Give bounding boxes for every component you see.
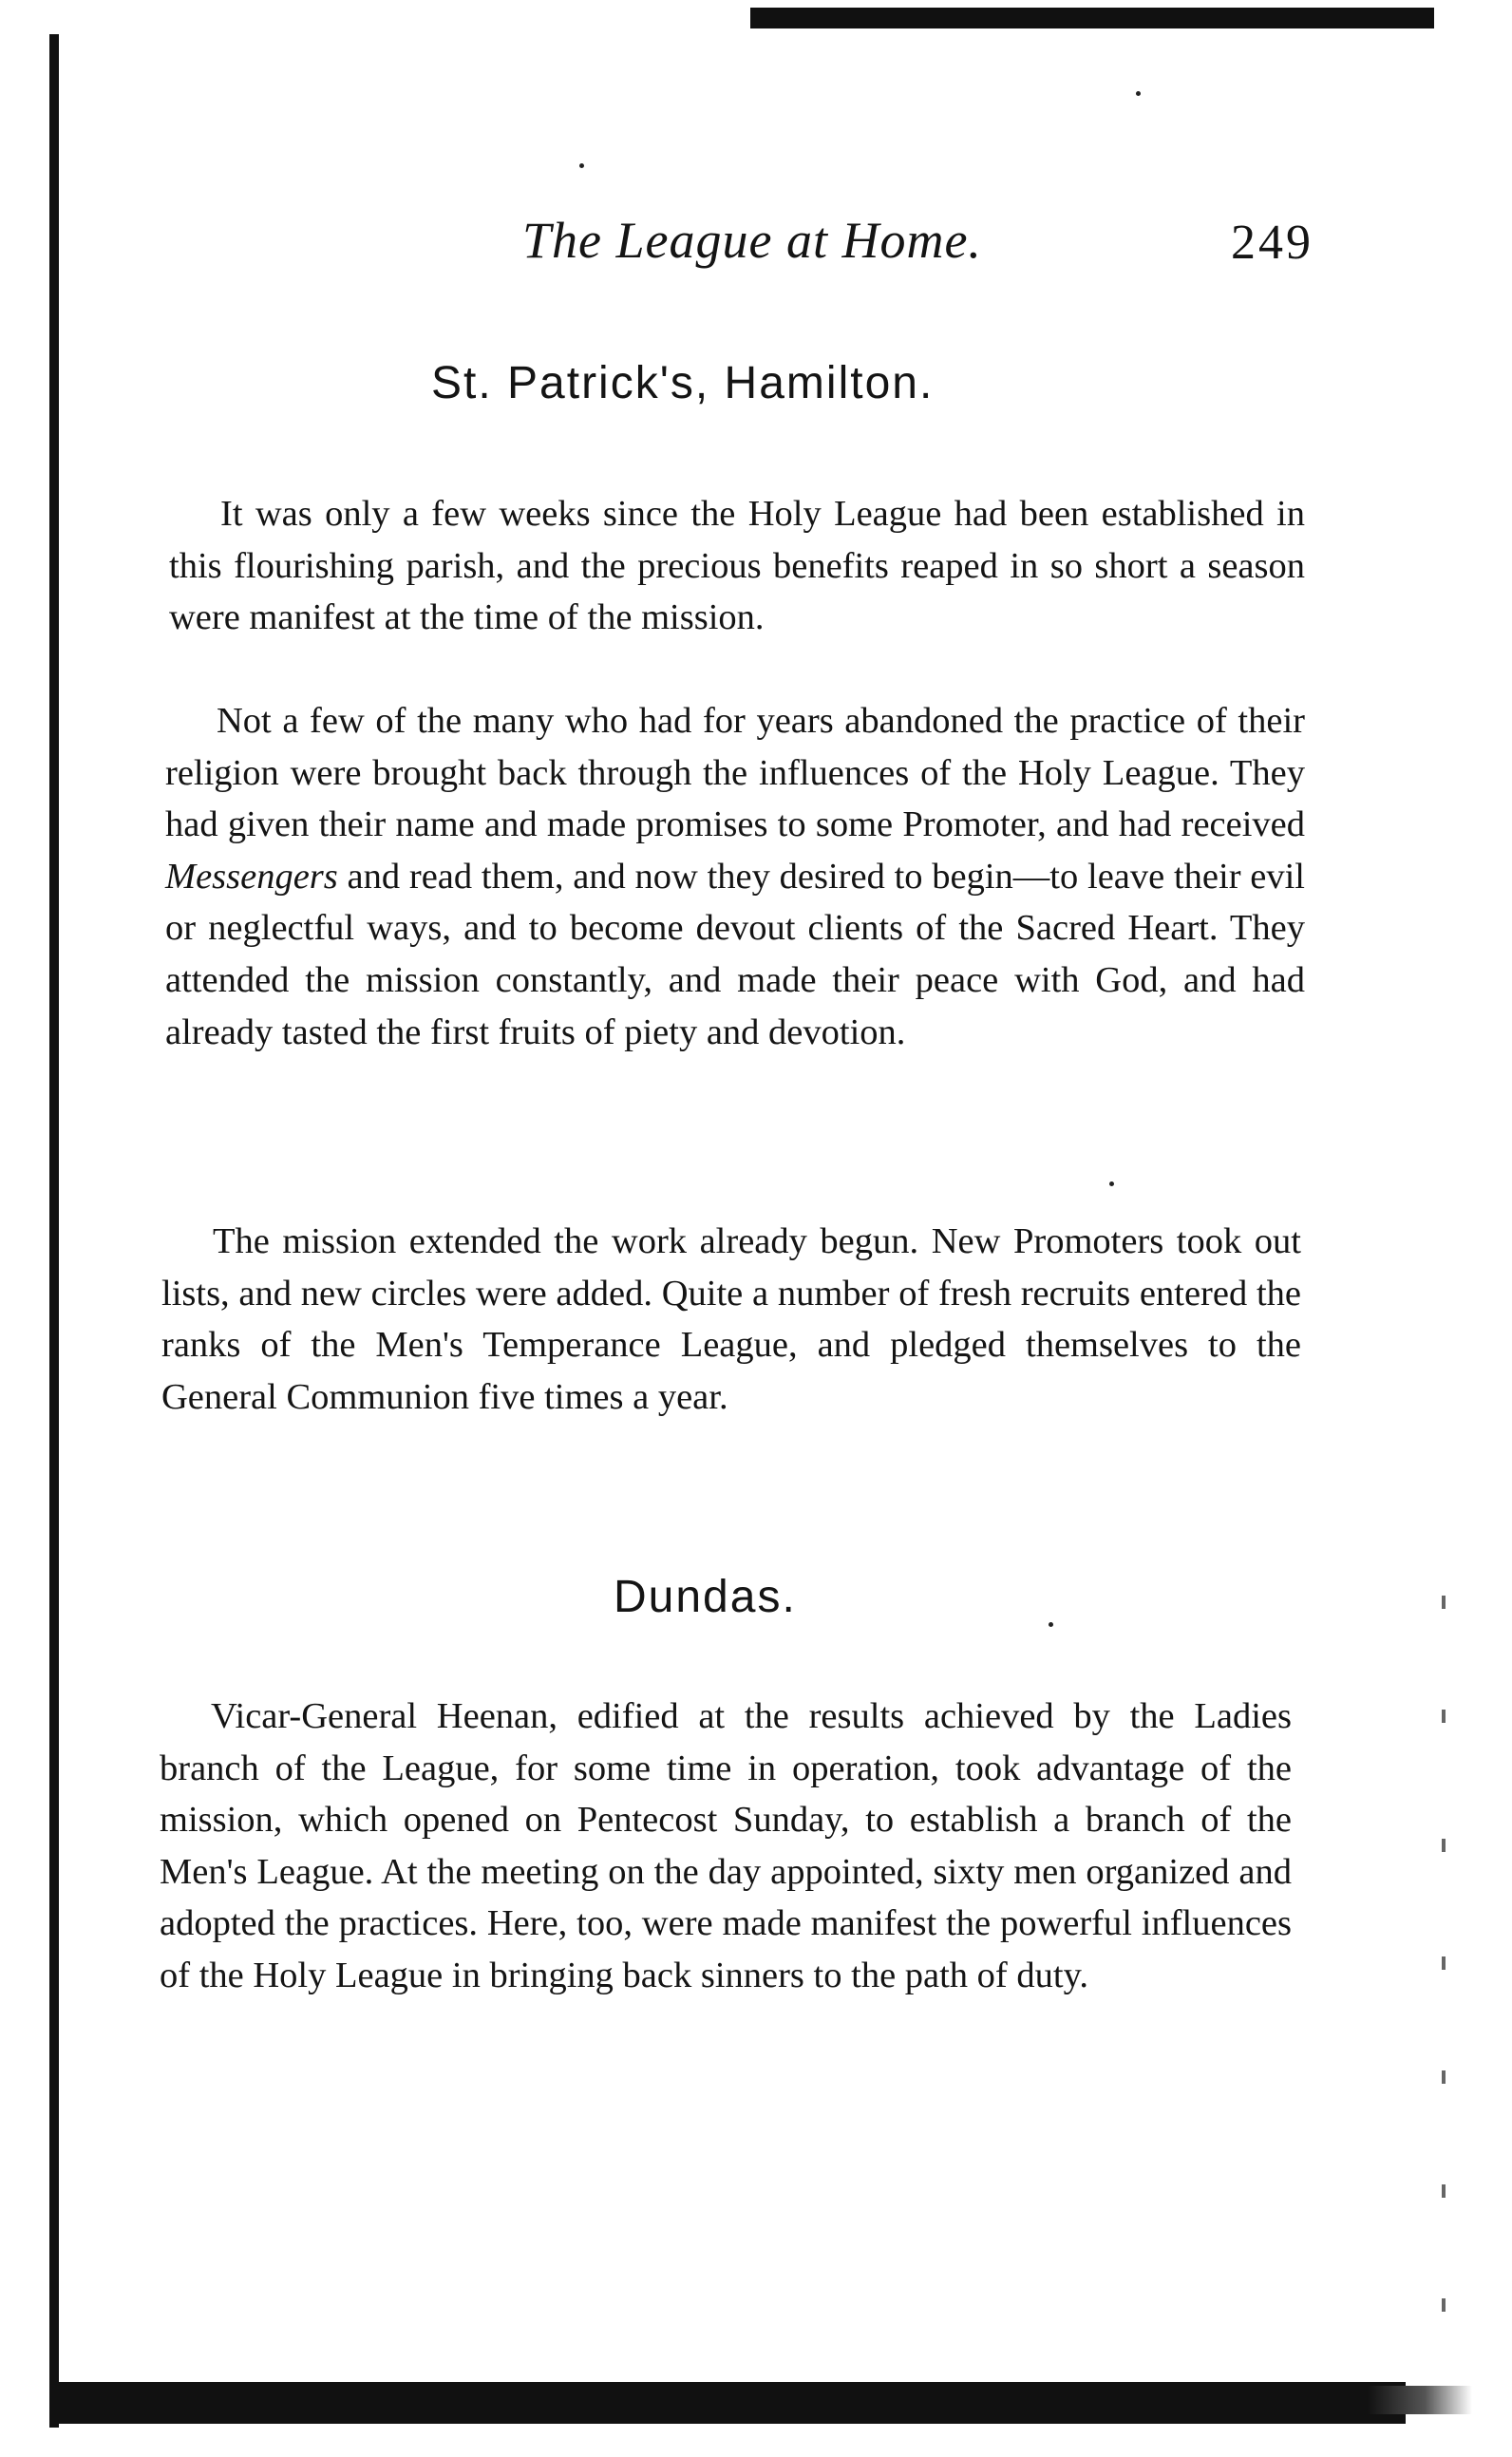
scan-edge-mark (1442, 1596, 1446, 1609)
section-heading: St. Patrick's, Hamilton. (431, 358, 935, 408)
paragraph: The mission extended the work already begun. New Promoters took out lists, and new circles were added. Quite a number of fresh recruits entered the ranks of the Men's Temperance League, and pledged themselves to the General Communion five times a year. (161, 1221, 1301, 1417)
section-heading: Dundas. (614, 1572, 797, 1622)
scan-edge-mark (1442, 1956, 1446, 1970)
scan-speck (579, 163, 584, 168)
paragraph: It was only a few weeks since the Holy League had been established in this flourishing parish, and the precious benefits reaped in so short a season were manifest at the time of the mission. (169, 494, 1305, 638)
bottom-rule (57, 2344, 1453, 2447)
scan-edge-mark (1442, 2070, 1446, 2084)
scan-edge-mark (1442, 1710, 1446, 1723)
running-title: The League at Home. (522, 212, 982, 269)
scan-speck (1136, 91, 1141, 96)
paragraph: Not a few of the many who had for years abandoned the practice of their religion were brought back through the influences of the Holy League. They had given their name and made promises to some Promoter, and had received Messengers and read them, and now they desired to begin—to leave their evil or neglectful ways, and to become devout clients of the Sacred Heart. They attended the mission constantly, and made their peace with God, and had already tasted the first fruits of piety and devotion. (165, 701, 1305, 1052)
scan-edge-mark (1442, 2298, 1446, 2312)
paragraph: Vicar-General Heenan, edified at the results achieved by the Ladies branch of the League, for some time in operation, took advantage of the mission, which opened on Pentecost Sunday, to establish a branch of the Men's League. At the meeting on the day appointed, sixty men organized and adopted the practices. Here, too, were made manifest the powerful influences of the Holy League in bringing back sinners to the path of duty. (160, 1696, 1292, 1995)
page-number: 249 (1231, 216, 1314, 270)
scan-edge-mark (1442, 2184, 1446, 2198)
scan-speck (1049, 1622, 1053, 1627)
binding-edge-bar (49, 34, 59, 2428)
scan-speck (1109, 1181, 1114, 1186)
scan-edge-mark (1442, 1839, 1446, 1852)
periodical-title: Messengers (165, 856, 338, 897)
top-rule (750, 8, 1434, 28)
